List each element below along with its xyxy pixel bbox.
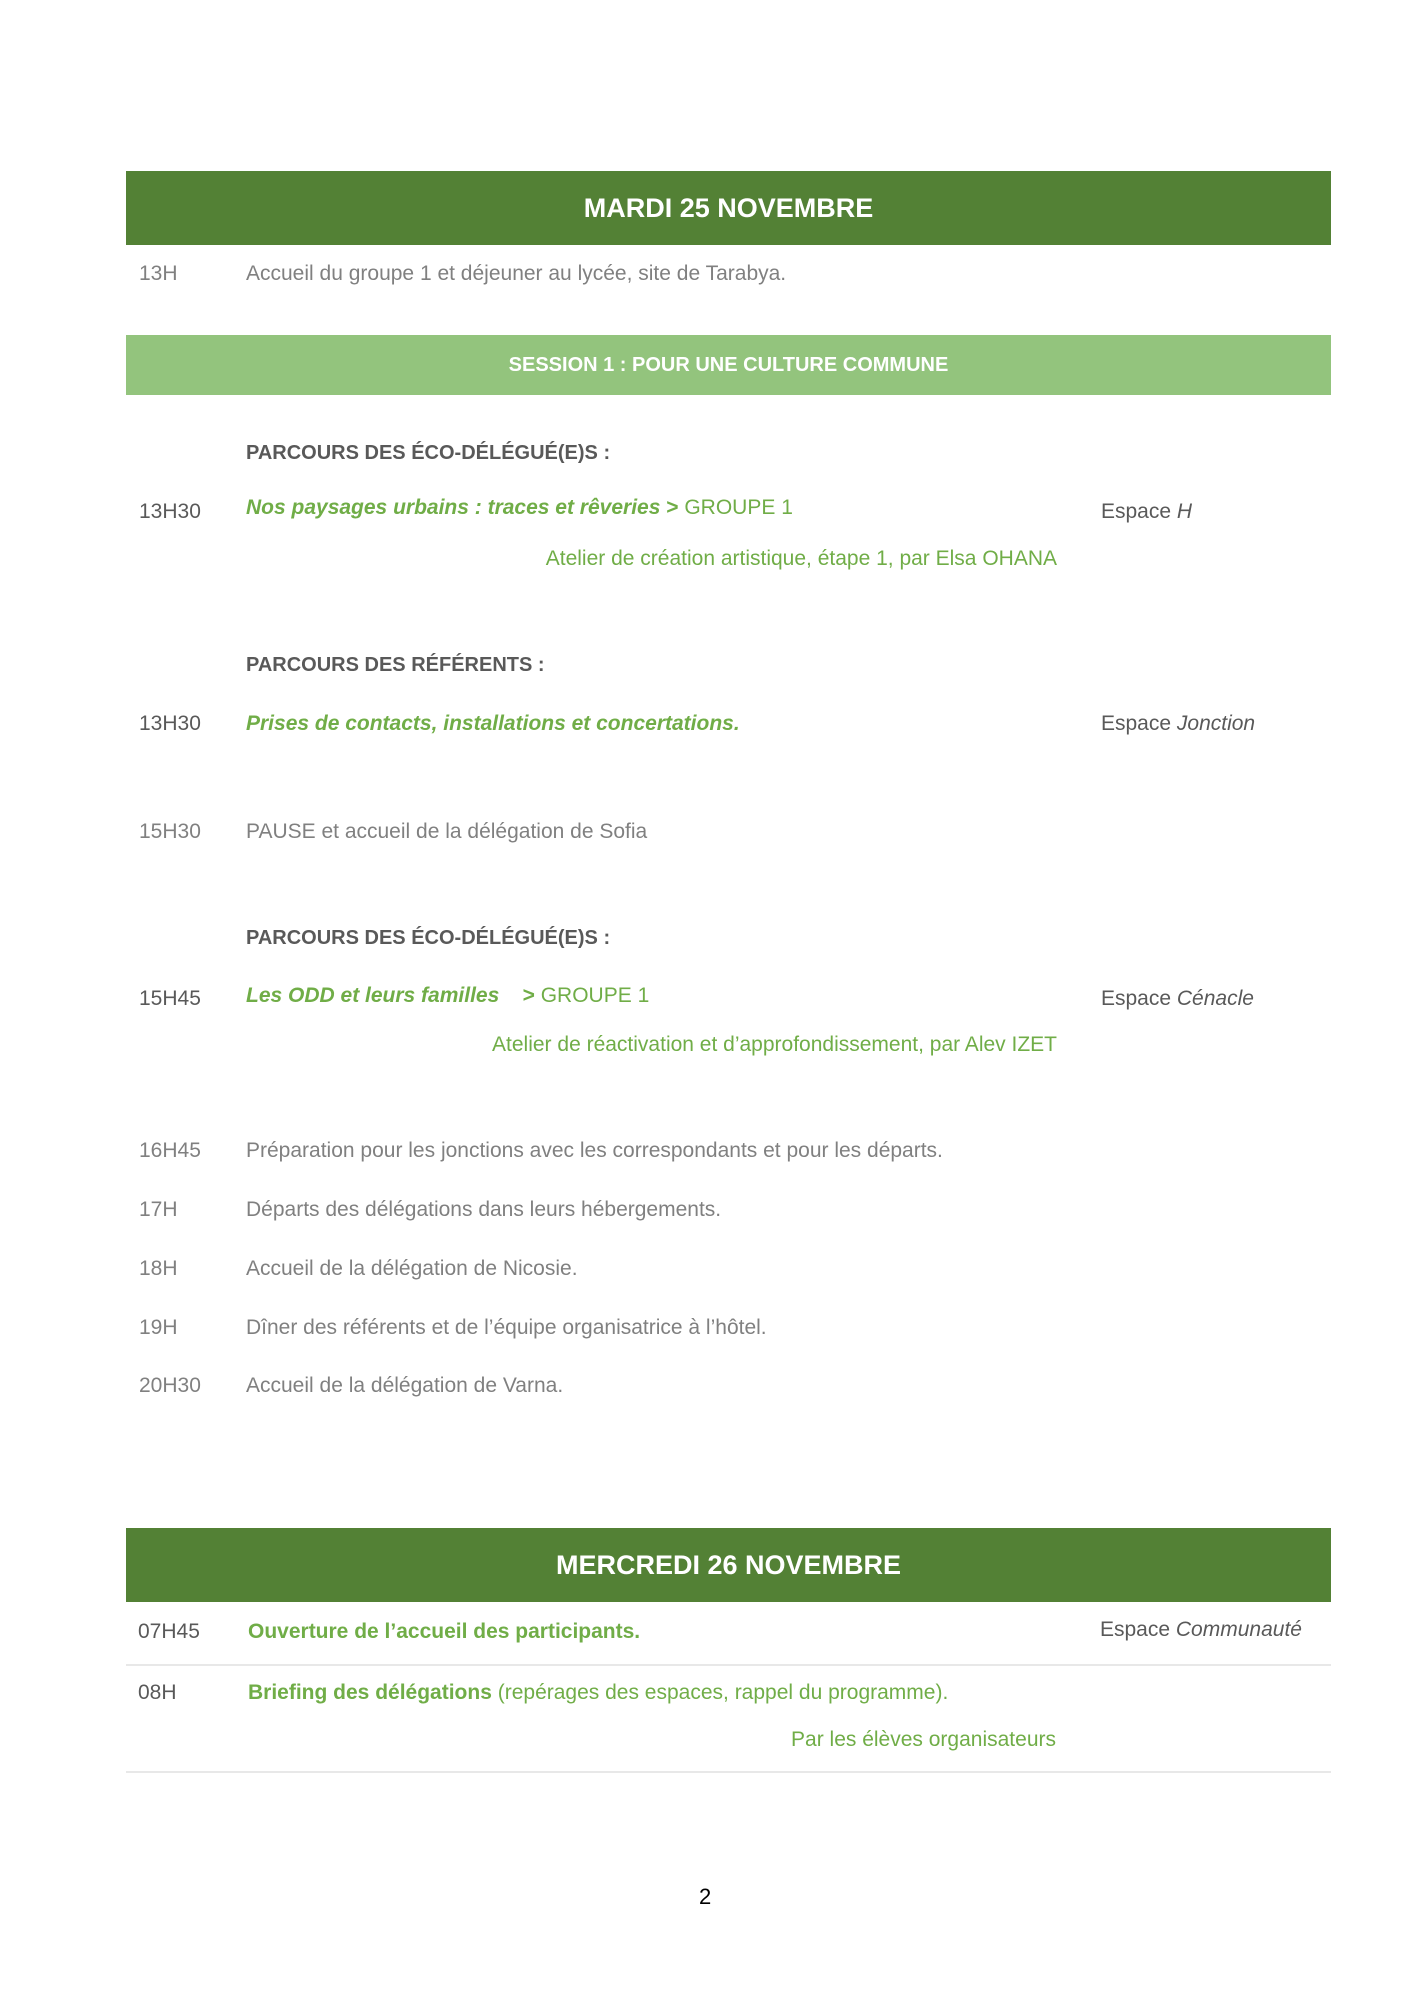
place	[1101, 500, 1192, 524]
place	[1101, 712, 1255, 736]
event-title-text: Les ODD et leurs familles	[246, 984, 500, 1007]
place-prefix: Espace	[1101, 500, 1172, 523]
event-text: PAUSE et accueil de la délégation de Sofia	[246, 820, 648, 843]
event-title	[248, 1681, 948, 1705]
event-detail: Atelier de création artistique, étape 1, par Elsa OHANA	[545, 547, 1057, 570]
time: 08H	[138, 1681, 177, 1704]
time: 17H	[139, 1198, 178, 1221]
time: 15H45	[139, 987, 201, 1010]
session-header: SESSION 1 : POUR UNE CULTURE COMMUNE	[126, 335, 1331, 395]
event-text: Accueil du groupe 1 et déjeuner au lycée, site de Tarabya.	[246, 262, 787, 285]
place-name: H	[1176, 500, 1193, 523]
time: 13H30	[139, 500, 201, 523]
event-title	[246, 496, 793, 520]
event-text: Départs des délégations dans leurs hébergements.	[246, 1198, 722, 1221]
day-header: MARDI 25 NOVEMBRE	[126, 171, 1331, 245]
time: 20H30	[139, 1374, 201, 1397]
row-divider	[126, 1664, 1331, 1666]
event-text: Accueil de la délégation de Nicosie.	[246, 1257, 578, 1280]
arrow: >	[666, 496, 679, 519]
time: 16H45	[139, 1139, 201, 1162]
event-title-text: Nos paysages urbains : traces et rêveries	[246, 496, 661, 519]
event-text: Préparation pour les jonctions avec les correspondants et pour les départs.	[246, 1139, 943, 1162]
event-detail: Par les élèves organisateurs	[791, 1728, 1056, 1751]
time: 18H	[139, 1257, 178, 1280]
place	[1100, 1618, 1302, 1642]
group-label: GROUPE 1	[684, 496, 793, 519]
time: 15H30	[139, 820, 201, 843]
place-name: Cénacle	[1176, 987, 1254, 1010]
track-heading: PARCOURS DES ÉCO-DÉLÉGUÉ(E)S :	[246, 927, 611, 949]
place-prefix: Espace	[1100, 1618, 1171, 1641]
event-title-rest: (repérages des espaces, rappel du programme).	[491, 1681, 949, 1704]
event-title	[246, 984, 649, 1008]
time: 19H	[139, 1316, 178, 1339]
event-title-bold: Briefing des délégations	[248, 1681, 492, 1704]
time: 07H45	[138, 1620, 200, 1643]
time: 13H30	[139, 712, 201, 735]
track-heading: PARCOURS DES RÉFÉRENTS :	[246, 654, 545, 676]
event-title: Prises de contacts, installations et concertations.	[246, 712, 740, 735]
group-label: GROUPE 1	[540, 984, 650, 1007]
event-detail: Atelier de réactivation et d’approfondissement, par Alev IZET	[492, 1033, 1057, 1056]
row-divider	[126, 1771, 1331, 1773]
event-text: Dîner des référents et de l’équipe organisatrice à l’hôtel.	[246, 1316, 767, 1339]
place-name: Jonction	[1176, 712, 1256, 735]
arrow: >	[522, 984, 535, 1007]
place-prefix: Espace	[1101, 987, 1172, 1010]
track-heading: PARCOURS DES ÉCO-DÉLÉGUÉ(E)S :	[246, 442, 611, 464]
place	[1101, 987, 1254, 1011]
place-prefix: Espace	[1101, 712, 1172, 735]
day-header: MERCREDI 26 NOVEMBRE	[126, 1528, 1331, 1602]
time: 13H	[139, 262, 178, 285]
place-name: Communauté	[1175, 1618, 1302, 1641]
event-text: Accueil de la délégation de Varna.	[246, 1374, 564, 1397]
event-title: Ouverture de l’accueil des participants.	[248, 1620, 641, 1643]
page-number: 2	[699, 1884, 712, 1909]
